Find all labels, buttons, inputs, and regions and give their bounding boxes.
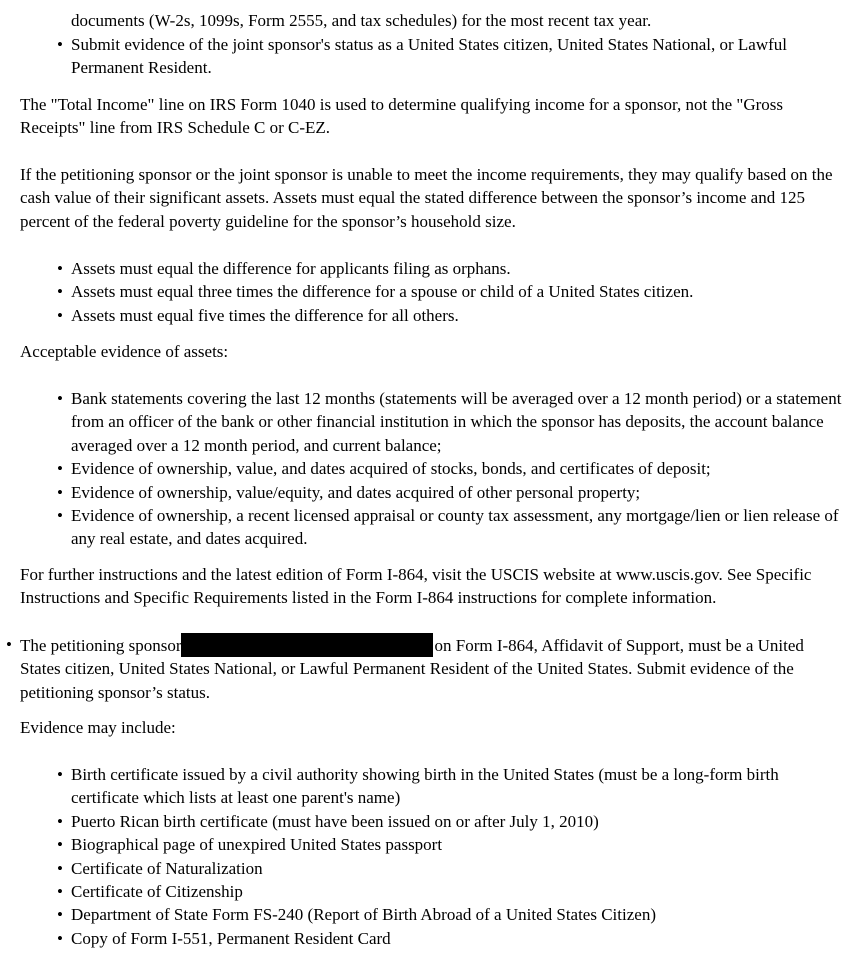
status-evidence-bullet-list bbox=[71, 763, 843, 950]
redaction-block bbox=[181, 633, 433, 657]
list-item: • Submit evidence of the joint sponsor's status as a United States citizen, United States National, or Lawful Permanent Resident. bbox=[71, 33, 843, 80]
evidence-bullet-list bbox=[71, 387, 843, 551]
list-item: • Bank statements covering the last 12 months (statements will be averaged over a 12 month period) or a statement from an officer of the bank or other financial institution in which the sponsor has deposits, the account balance averaged over a 12 month period, and current balance; bbox=[71, 387, 843, 457]
petitioning-sponsor-text-after: on Form I-864, Affidavit of Support, must be a United States citizen, United States National, or Lawful Permanent Resident of the United States. Submit evidence of the petitioning sponsor’s status. bbox=[20, 636, 804, 702]
petitioning-sponsor-text-before: The petitioning sponsor bbox=[20, 636, 182, 655]
list-item: • Biographical page of unexpired United States passport bbox=[71, 833, 843, 856]
list-item: • Copy of Form I-551, Permanent Resident Card bbox=[71, 927, 843, 950]
list-item: • Assets must equal three times the difference for a spouse or child of a United States citizen. bbox=[71, 280, 843, 303]
asset-bullet-list bbox=[71, 257, 843, 327]
list-item: • Department of State Form FS-240 (Report of Birth Abroad of a United States Citizen) bbox=[71, 903, 843, 926]
intro-bullet-list bbox=[71, 33, 843, 80]
list-item: • Puerto Rican birth certificate (must have been issued on or after July 1, 2010) bbox=[71, 810, 843, 833]
list-item: • Birth certificate issued by a civil authority showing birth in the United States (must be a long-form birth certificate which lists at least one parent's name) bbox=[71, 763, 843, 810]
list-item: • Assets must equal the difference for applicants filing as orphans. bbox=[71, 257, 843, 280]
list-item: • Certificate of Naturalization bbox=[71, 857, 843, 880]
list-item: • Certificate of Citizenship bbox=[71, 880, 843, 903]
bullet-icon: • bbox=[6, 635, 12, 654]
evidence-may-include-heading: Evidence may include: bbox=[20, 718, 176, 737]
list-item: • Evidence of ownership, a recent licensed appraisal or county tax assessment, any mortgage/lien or lien release of any real estate, and dates acquired. bbox=[71, 504, 843, 551]
petitioning-sponsor-paragraph bbox=[6, 633, 840, 704]
list-item: • Evidence of ownership, value, and dates acquired of stocks, bonds, and certificates of deposit; bbox=[71, 457, 843, 480]
paragraph-further-instructions: For further instructions and the latest edition of Form I-864, visit the USCIS website at www.uscis.gov. See Specific Instructions and Specific Requirements listed in the Form I-864 instructions for complete information. bbox=[20, 565, 812, 608]
paragraph-total-income: The "Total Income" line on IRS Form 1040 is used to determine qualifying income for a sponsor, not the "Gross Receipts" line from IRS Schedule C or C-EZ. bbox=[20, 95, 784, 138]
paragraph-assets: If the petitioning sponsor or the joint sponsor is unable to meet the income requirements, they may qualify based on the cash value of their significant assets. Assets must equal the stated difference between the sponsor’s income and 125 percent of the federal poverty guideline for the sponsor’s household size. bbox=[20, 165, 833, 231]
acceptable-evidence-heading: Acceptable evidence of assets: bbox=[20, 342, 229, 361]
intro-continuation: documents (W-2s, 1099s, Form 2555, and tax schedules) for the most recent tax year. bbox=[71, 11, 652, 30]
list-item: • Assets must equal five times the difference for all others. bbox=[71, 304, 843, 327]
list-item: • Evidence of ownership, value/equity, and dates acquired of other personal property; bbox=[71, 481, 843, 504]
